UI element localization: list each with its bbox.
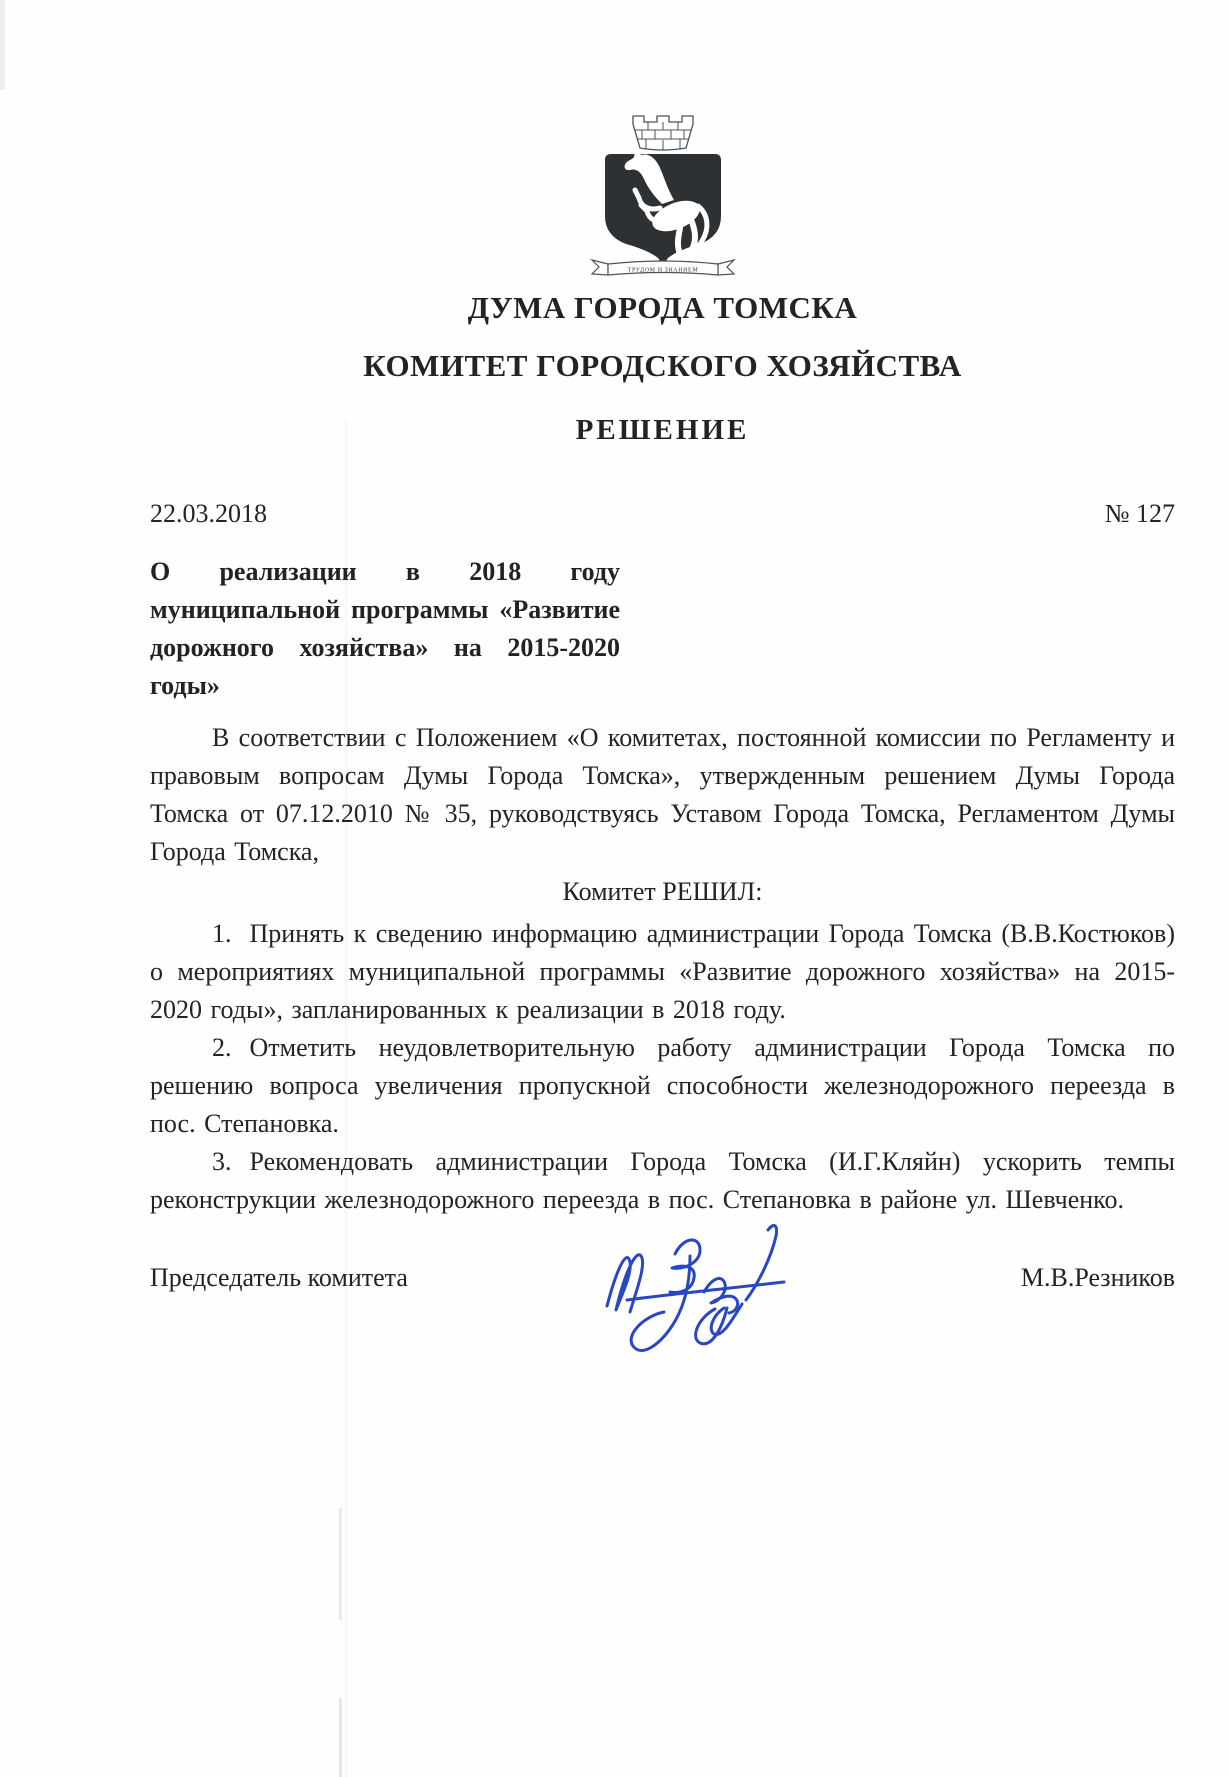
- motto-ribbon-icon: [592, 260, 734, 275]
- doc-subject: О реализации в 2018 году муниципальной программы «Развитие дорожного хозяйства» на 2015-2020 годы»: [150, 557, 620, 700]
- document-content: [0, 112, 1229, 1293]
- shield-icon: [605, 146, 721, 272]
- intro-paragraph: В соответствии с Положением «О комитетах, постоянной комиссии по Регламенту и правовым вопросам Думы Города Томска», утвержденным решением Думы Города Томска от 07.12.2010 № 35, руководствуясь Уставом Города Томска, Регламентом Думы Города Томска,: [150, 723, 1175, 866]
- resolved-heading: Комитет РЕШИЛ:: [562, 877, 763, 906]
- signer-name: М.В.Резников: [1020, 1263, 1175, 1292]
- handwritten-signature: [572, 1196, 822, 1382]
- doc-date: 22.03.2018: [150, 499, 267, 528]
- motto-text: ТРУДОМ И ЗНАНИЕМ: [627, 267, 698, 274]
- doc-number: № 127: [1104, 499, 1175, 528]
- item-number: 2.: [212, 1033, 232, 1062]
- fold-line: [345, 420, 347, 1777]
- resolution-item-2: [150, 1029, 1175, 1143]
- resolution-item-1: [150, 915, 1175, 1029]
- fold-line: [339, 1508, 342, 1620]
- scan-edge-artifact: [0, 0, 5, 90]
- tomsk-coat-of-arms-icon: [578, 112, 748, 282]
- item-number: 1.: [212, 919, 232, 948]
- doc-type-title: РЕШЕНИЕ: [575, 414, 750, 446]
- org-title: ДУМА ГОРОДА ТОМСКА: [467, 290, 858, 325]
- committee-title: КОМИТЕТ ГОРОДСКОГО ХОЗЯЙСТВА: [363, 348, 962, 383]
- item-text: Рекомендовать администрации Города Томска (И.Г.Кляйн) ускорить темпы реконструкции железнодорожного переезда в пос. Степановка в районе ул. Шевченко.: [150, 1147, 1175, 1214]
- meta-row: [150, 499, 1175, 529]
- item-number: 3.: [212, 1147, 232, 1176]
- item-text: Отметить неудовлетворительную работу администрации Города Томска по решению вопроса увеличения пропускной способности железнодорожного переезда в пос. Степановка.: [150, 1033, 1175, 1138]
- fold-line: [339, 1698, 342, 1777]
- signer-role: Председатель комитета: [150, 1263, 408, 1292]
- mural-crown-icon: [633, 116, 693, 150]
- item-text: Принять к сведению информацию администрации Города Томска (В.В.Костюков) о мероприятиях муниципальной программы «Развитие дорожного хозяйства» на 2015-2020 годы», запланированных к реализации в 2018 году.: [150, 919, 1175, 1024]
